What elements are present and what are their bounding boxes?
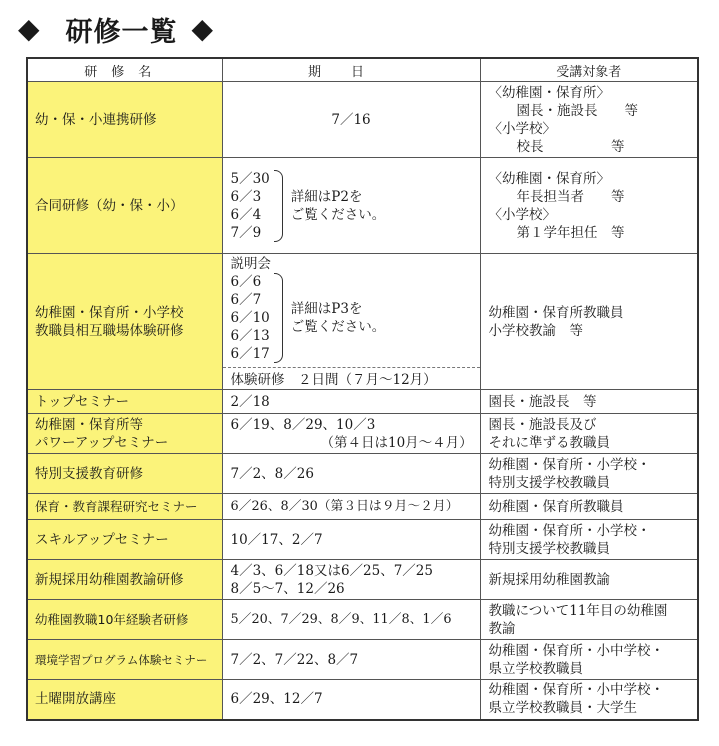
training-name: 土曜開放講座 bbox=[27, 680, 222, 720]
target-line: 〈幼稚園・保育所〉 bbox=[488, 170, 610, 187]
training-name: 幼・保・小連携研修 bbox=[27, 82, 222, 158]
header-date: 期日 bbox=[222, 58, 480, 82]
date-line: （第４日は10月〜４月） bbox=[320, 434, 473, 451]
date-item: 6／7 bbox=[230, 291, 262, 308]
training-name: 幼稚園教職10年経験者研修 bbox=[27, 600, 222, 640]
training-name: 合同研修（幼・保・小） bbox=[27, 158, 222, 254]
training-date: 7／2、8／26 bbox=[222, 454, 480, 494]
table-row bbox=[27, 158, 698, 254]
training-target bbox=[480, 254, 698, 390]
training-target bbox=[480, 82, 698, 158]
training-target: 幼稚園・保育所・小学校・ 特別支援学校教職員 bbox=[480, 520, 698, 560]
table-row bbox=[27, 454, 698, 494]
training-target: 園長・施設長及び それに準ずる教職員 bbox=[480, 414, 698, 454]
diamond-icon: ◆ bbox=[18, 12, 40, 45]
training-target: 教職について11年目の幼稚園 教諭 bbox=[480, 600, 698, 640]
date-item: 6／3 bbox=[230, 188, 262, 205]
training-table bbox=[26, 57, 699, 721]
training-target: 新規採用幼稚園教諭 bbox=[480, 560, 698, 600]
date-item: 7／9 bbox=[230, 224, 262, 241]
table-row bbox=[27, 494, 698, 520]
header-training-name: 研修名 bbox=[27, 58, 222, 82]
date-item: 6／10 bbox=[230, 309, 270, 326]
training-name: 特別支援教育研修 bbox=[27, 454, 222, 494]
table-row bbox=[27, 414, 698, 454]
target-line: 〈幼稚園・保育所〉 bbox=[488, 84, 610, 101]
training-date: 2／18 bbox=[222, 390, 480, 414]
date-item: 6／17 bbox=[230, 345, 270, 362]
training-date: 4／3、6／18又は6／25、7／25 8／5〜7、12／26 bbox=[222, 560, 480, 600]
date-line: 6／19、8／29、10／3 bbox=[230, 416, 376, 433]
table-row bbox=[27, 640, 698, 680]
training-name: スキルアップセミナー bbox=[27, 520, 222, 560]
detail-note: ご覧ください。 bbox=[290, 206, 386, 223]
training-date: 5／20、7／29、8／9、11／8、1／6 bbox=[222, 600, 480, 640]
training-date: 10／17、2／7 bbox=[222, 520, 480, 560]
training-date: 6／26、8／30（第３日は９月〜２月） bbox=[222, 494, 480, 520]
session-heading: 説明会 bbox=[230, 255, 271, 272]
table-row bbox=[27, 254, 698, 390]
training-date: 6／29、12／7 bbox=[222, 680, 480, 720]
training-target bbox=[480, 158, 698, 254]
brace-icon bbox=[274, 170, 283, 242]
training-date bbox=[222, 254, 480, 390]
header-target: 受講対象者 bbox=[480, 58, 698, 82]
diamond-icon: ◆ bbox=[191, 12, 214, 45]
training-name: 幼稚園・保育所・小学校 教職員相互職場体験研修 bbox=[27, 254, 222, 390]
target-line: 園長・施設長 等 bbox=[516, 102, 638, 119]
training-name: 保育・教育課程研究セミナー bbox=[27, 494, 222, 520]
target-line: 校長 等 bbox=[516, 138, 625, 155]
table-row bbox=[27, 600, 698, 640]
detail-note: ご覧ください。 bbox=[290, 318, 386, 335]
training-name: 環境学習プログラム体験セミナー bbox=[27, 640, 222, 680]
page-title: 研修一覧 bbox=[65, 16, 178, 48]
training-date bbox=[222, 414, 480, 454]
experience-period: 体験研修 ２日間（７月〜12月） bbox=[223, 367, 480, 389]
target-line: 幼稚園・保育所教職員 bbox=[488, 304, 624, 321]
training-target: 園長・施設長 等 bbox=[480, 390, 698, 414]
training-name: 幼稚園・保育所等 パワーアップセミナー bbox=[27, 414, 222, 454]
training-target: 幼稚園・保育所・小学校・ 特別支援学校教職員 bbox=[480, 454, 698, 494]
target-line: 〈小学校〉 bbox=[488, 206, 556, 223]
detail-note: 詳細はP2を bbox=[290, 188, 363, 205]
date-item: 6／13 bbox=[230, 327, 270, 344]
detail-note: 詳細はP3を bbox=[290, 300, 363, 317]
table-row bbox=[27, 390, 698, 414]
target-line: 小学校教諭 等 bbox=[488, 322, 583, 339]
training-target: 幼稚園・保育所教職員 bbox=[480, 494, 698, 520]
date-item: 6／4 bbox=[230, 206, 262, 223]
date-item: 5／30 bbox=[230, 170, 270, 187]
target-line: 年長担当者 等 bbox=[516, 188, 625, 205]
brace-icon bbox=[274, 273, 283, 363]
target-line: 第１学年担任 等 bbox=[516, 224, 625, 241]
table-row bbox=[27, 560, 698, 600]
table-row bbox=[27, 520, 698, 560]
target-line: 〈小学校〉 bbox=[488, 120, 556, 137]
training-name: トップセミナー bbox=[27, 390, 222, 414]
training-date: 7／2、7／22、8／7 bbox=[222, 640, 480, 680]
date-item: 6／6 bbox=[230, 273, 262, 290]
training-date: 7／16 bbox=[222, 82, 480, 158]
training-target: 幼稚園・保育所・小中学校・ 県立学校教職員 bbox=[480, 640, 698, 680]
training-target: 幼稚園・保育所・小中学校・ 県立学校教職員・大学生 bbox=[480, 680, 698, 720]
table-header-row bbox=[27, 58, 698, 82]
training-date bbox=[222, 158, 480, 254]
page-title-bar bbox=[18, 4, 213, 54]
table-row bbox=[27, 82, 698, 158]
training-name: 新規採用幼稚園教諭研修 bbox=[27, 560, 222, 600]
table-row bbox=[27, 680, 698, 720]
